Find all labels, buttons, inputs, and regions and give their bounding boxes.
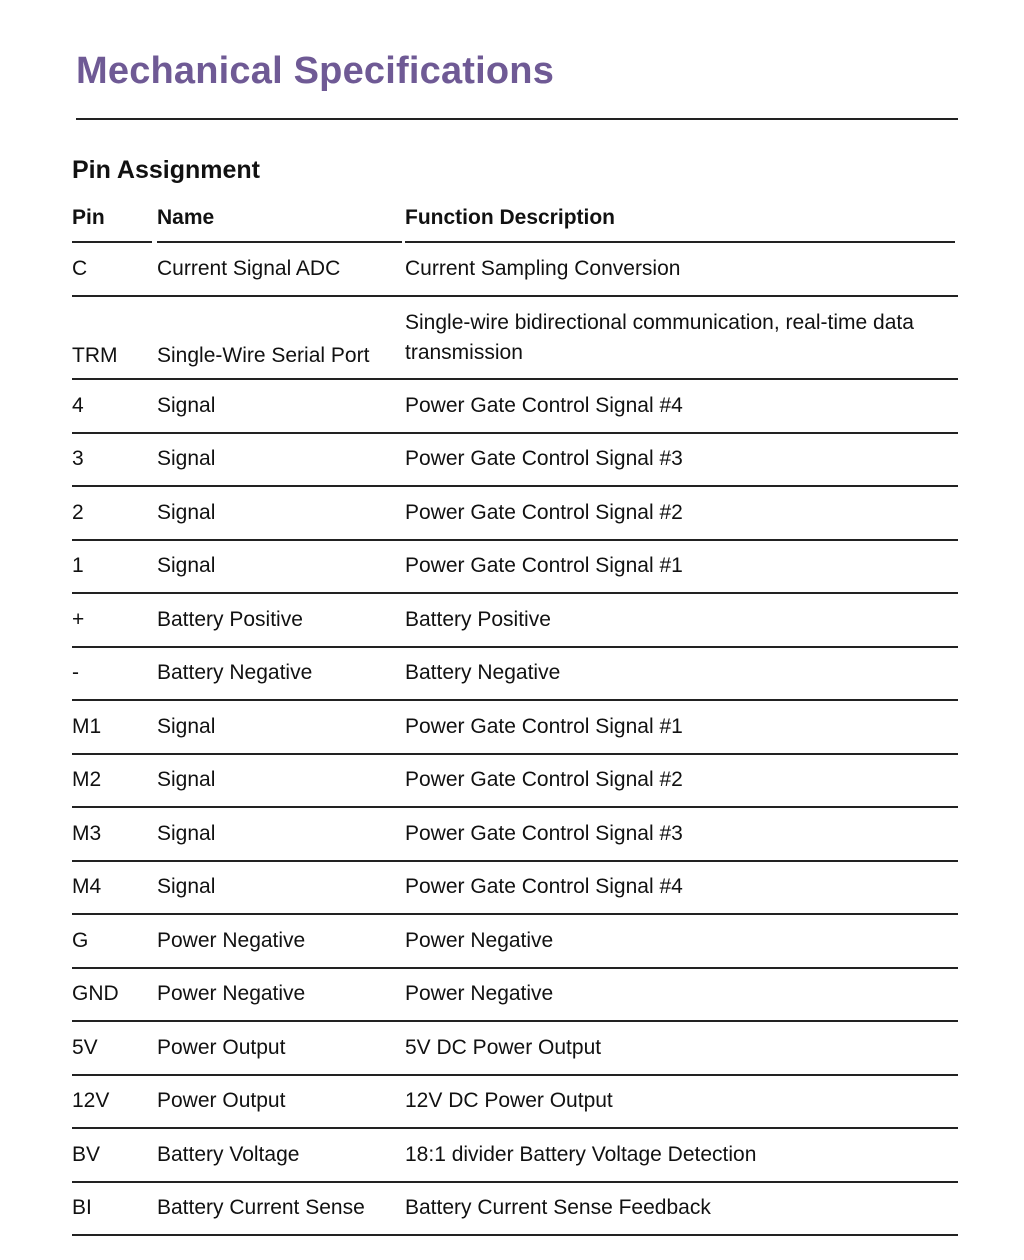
table-row: [72, 969, 958, 1023]
section-title: Pin Assignment: [72, 156, 260, 184]
table-row: [72, 1183, 958, 1237]
table-row: [72, 1076, 958, 1130]
table-row: [72, 915, 958, 969]
pin-cell: M1: [72, 714, 102, 738]
function-cell: Power Negative: [405, 982, 554, 1006]
pin-cell: TRM: [72, 344, 118, 367]
pin-cell: 2: [72, 500, 84, 524]
title-divider: [76, 118, 958, 120]
function-cell: Power Gate Control Signal #2: [405, 768, 683, 792]
name-cell: Power Negative: [157, 982, 306, 1006]
pin-cell: 12V: [72, 1089, 110, 1113]
name-cell: Power Negative: [157, 928, 306, 952]
pin-cell: M4: [72, 875, 102, 899]
name-cell: Signal: [157, 821, 216, 845]
name-cell: Signal: [157, 554, 216, 578]
pin-assignment-table: [72, 194, 958, 1236]
pin-cell: C: [72, 256, 88, 280]
name-cell: Single-Wire Serial Port: [157, 344, 370, 367]
name-cell: Battery Negative: [157, 661, 313, 685]
name-cell: Signal: [157, 768, 216, 792]
table-row: [72, 594, 958, 648]
pin-cell: BI: [72, 1196, 92, 1220]
name-cell: Signal: [157, 714, 216, 738]
function-cell: Battery Current Sense Feedback: [405, 1196, 711, 1220]
table-row: [72, 541, 958, 595]
name-cell: Battery Positive: [157, 607, 303, 631]
function-cell: Power Gate Control Signal #1: [405, 714, 683, 738]
name-cell: Signal: [157, 500, 216, 524]
table-row: [72, 1022, 958, 1076]
page-title: Mechanical Specifications: [76, 50, 555, 92]
pin-cell: 1: [72, 554, 84, 578]
table-row: [72, 755, 958, 809]
name-cell: Signal: [157, 447, 216, 471]
pin-cell: -: [72, 661, 79, 685]
header-pin: Pin: [72, 194, 152, 243]
function-cell: Power Gate Control Signal #1: [405, 554, 683, 578]
function-cell: Current Sampling Conversion: [405, 256, 681, 280]
pin-cell: M3: [72, 821, 102, 845]
header-name: Name: [157, 194, 402, 243]
table-body: [72, 243, 958, 1236]
header-function: Function Description: [405, 194, 955, 243]
table-row: [72, 487, 958, 541]
name-cell: Power Output: [157, 1035, 286, 1059]
table-row: [72, 1129, 958, 1183]
pin-cell: GND: [72, 982, 119, 1006]
pin-cell: 4: [72, 393, 84, 417]
function-cell: Battery Positive: [405, 607, 551, 631]
table-row: [72, 434, 958, 488]
function-cell: 18:1 divider Battery Voltage Detection: [405, 1142, 757, 1166]
pin-cell: BV: [72, 1142, 101, 1166]
function-cell: Single-wire bidirectional communication, real-time data transmission: [405, 311, 914, 364]
function-cell: Battery Negative: [405, 661, 561, 685]
name-cell: Signal: [157, 875, 216, 899]
function-cell: Power Gate Control Signal #4: [405, 875, 683, 899]
table-row: [72, 243, 958, 297]
table-row: [72, 808, 958, 862]
function-cell: Power Gate Control Signal #3: [405, 447, 683, 471]
table-row: [72, 862, 958, 916]
function-cell: 5V DC Power Output: [405, 1035, 602, 1059]
pin-cell: G: [72, 928, 89, 952]
name-cell: Power Output: [157, 1089, 286, 1113]
table-row: [72, 648, 958, 702]
function-cell: Power Gate Control Signal #2: [405, 500, 683, 524]
pin-cell: 5V: [72, 1035, 98, 1059]
name-cell: Battery Current Sense: [157, 1196, 365, 1220]
pin-cell: M2: [72, 768, 102, 792]
function-cell: Power Gate Control Signal #4: [405, 393, 683, 417]
function-cell: Power Negative: [405, 928, 554, 952]
name-cell: Battery Voltage: [157, 1142, 300, 1166]
table-header-row: [72, 194, 958, 243]
table-row: [72, 701, 958, 755]
pin-cell: +: [72, 607, 85, 631]
pin-cell: 3: [72, 447, 84, 471]
name-cell: Signal: [157, 393, 216, 417]
function-cell: 12V DC Power Output: [405, 1089, 613, 1113]
table-row: [72, 380, 958, 434]
name-cell: Current Signal ADC: [157, 256, 341, 280]
function-cell: Power Gate Control Signal #3: [405, 821, 683, 845]
table-row: [72, 297, 958, 381]
